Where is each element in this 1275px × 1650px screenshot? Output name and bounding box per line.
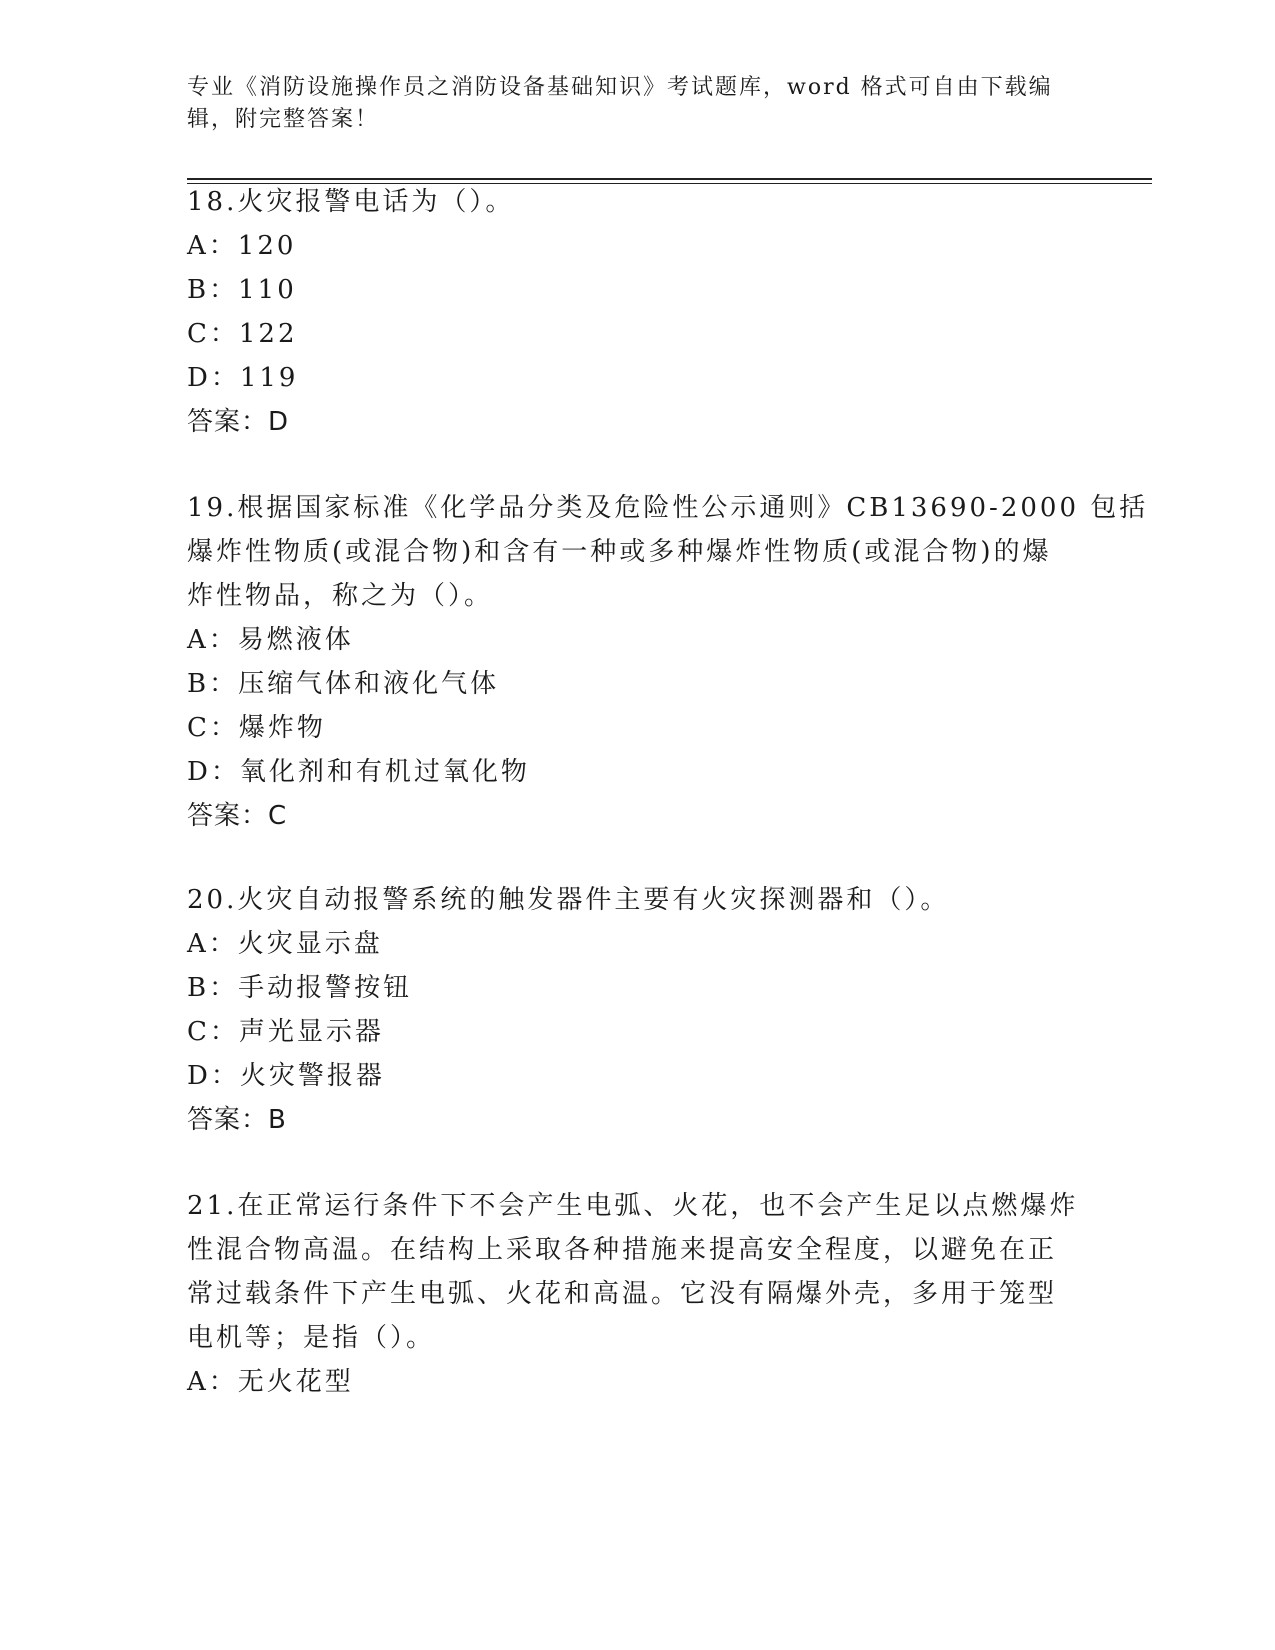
option-a: A：无火花型	[187, 1367, 354, 1397]
option-b: B：110	[187, 275, 297, 305]
option-b: B：压缩气体和液化气体	[187, 669, 500, 699]
question-stem-line-4: 电机等；是指（）。	[187, 1323, 436, 1353]
option-a: A：120	[187, 231, 297, 261]
question-stem-line-2: 性混合物高温。在结构上采取各种措施来提高安全程度，以避免在正	[187, 1235, 1058, 1265]
option-a: A：易燃液体	[187, 625, 354, 655]
option-c: C：爆炸物	[187, 713, 326, 743]
question-stem: 18.火灾报警电话为（）。	[187, 187, 515, 217]
question-stem-line-3: 常过载条件下产生电弧、火花和高温。它没有隔爆外壳，多用于笼型	[187, 1279, 1058, 1309]
question-stem-line-1: 19.根据国家标准《化学品分类及危险性公示通则》CB13690-2000 包括	[187, 493, 1149, 523]
option-d: D：火灾警报器	[187, 1061, 385, 1091]
question-stem-line-1: 21.在正常运行条件下不会产生电弧、火花，也不会产生足以点燃爆炸	[187, 1191, 1079, 1221]
document-header	[187, 72, 1067, 136]
option-b: B：手动报警按钮	[187, 973, 413, 1003]
option-c: C：122	[187, 319, 298, 349]
option-d: D：119	[187, 363, 299, 393]
question-stem-line-2: 爆炸性物质(或混合物)和含有一种或多种爆炸性物质(或混合物)的爆	[187, 537, 1052, 567]
header-line-1: 专业《消防设施操作员之消防设备基础知识》考试题库，word 格式可自由下载编	[187, 75, 1053, 100]
answer-line: 答案：B	[187, 1105, 287, 1135]
question-stem-line-3: 炸性物品，称之为（）。	[187, 581, 494, 611]
question-stem: 20.火灾自动报警系统的触发器件主要有火灾探测器和（）。	[187, 885, 950, 915]
option-a: A：火灾显示盘	[187, 929, 383, 959]
answer-line: 答案：D	[187, 407, 290, 437]
answer-line: 答案：C	[187, 801, 288, 831]
option-c: C：声光显示器	[187, 1017, 384, 1047]
option-d: D：氧化剂和有机过氧化物	[187, 757, 530, 787]
header-line-2: 辑，附完整答案！	[187, 107, 380, 132]
